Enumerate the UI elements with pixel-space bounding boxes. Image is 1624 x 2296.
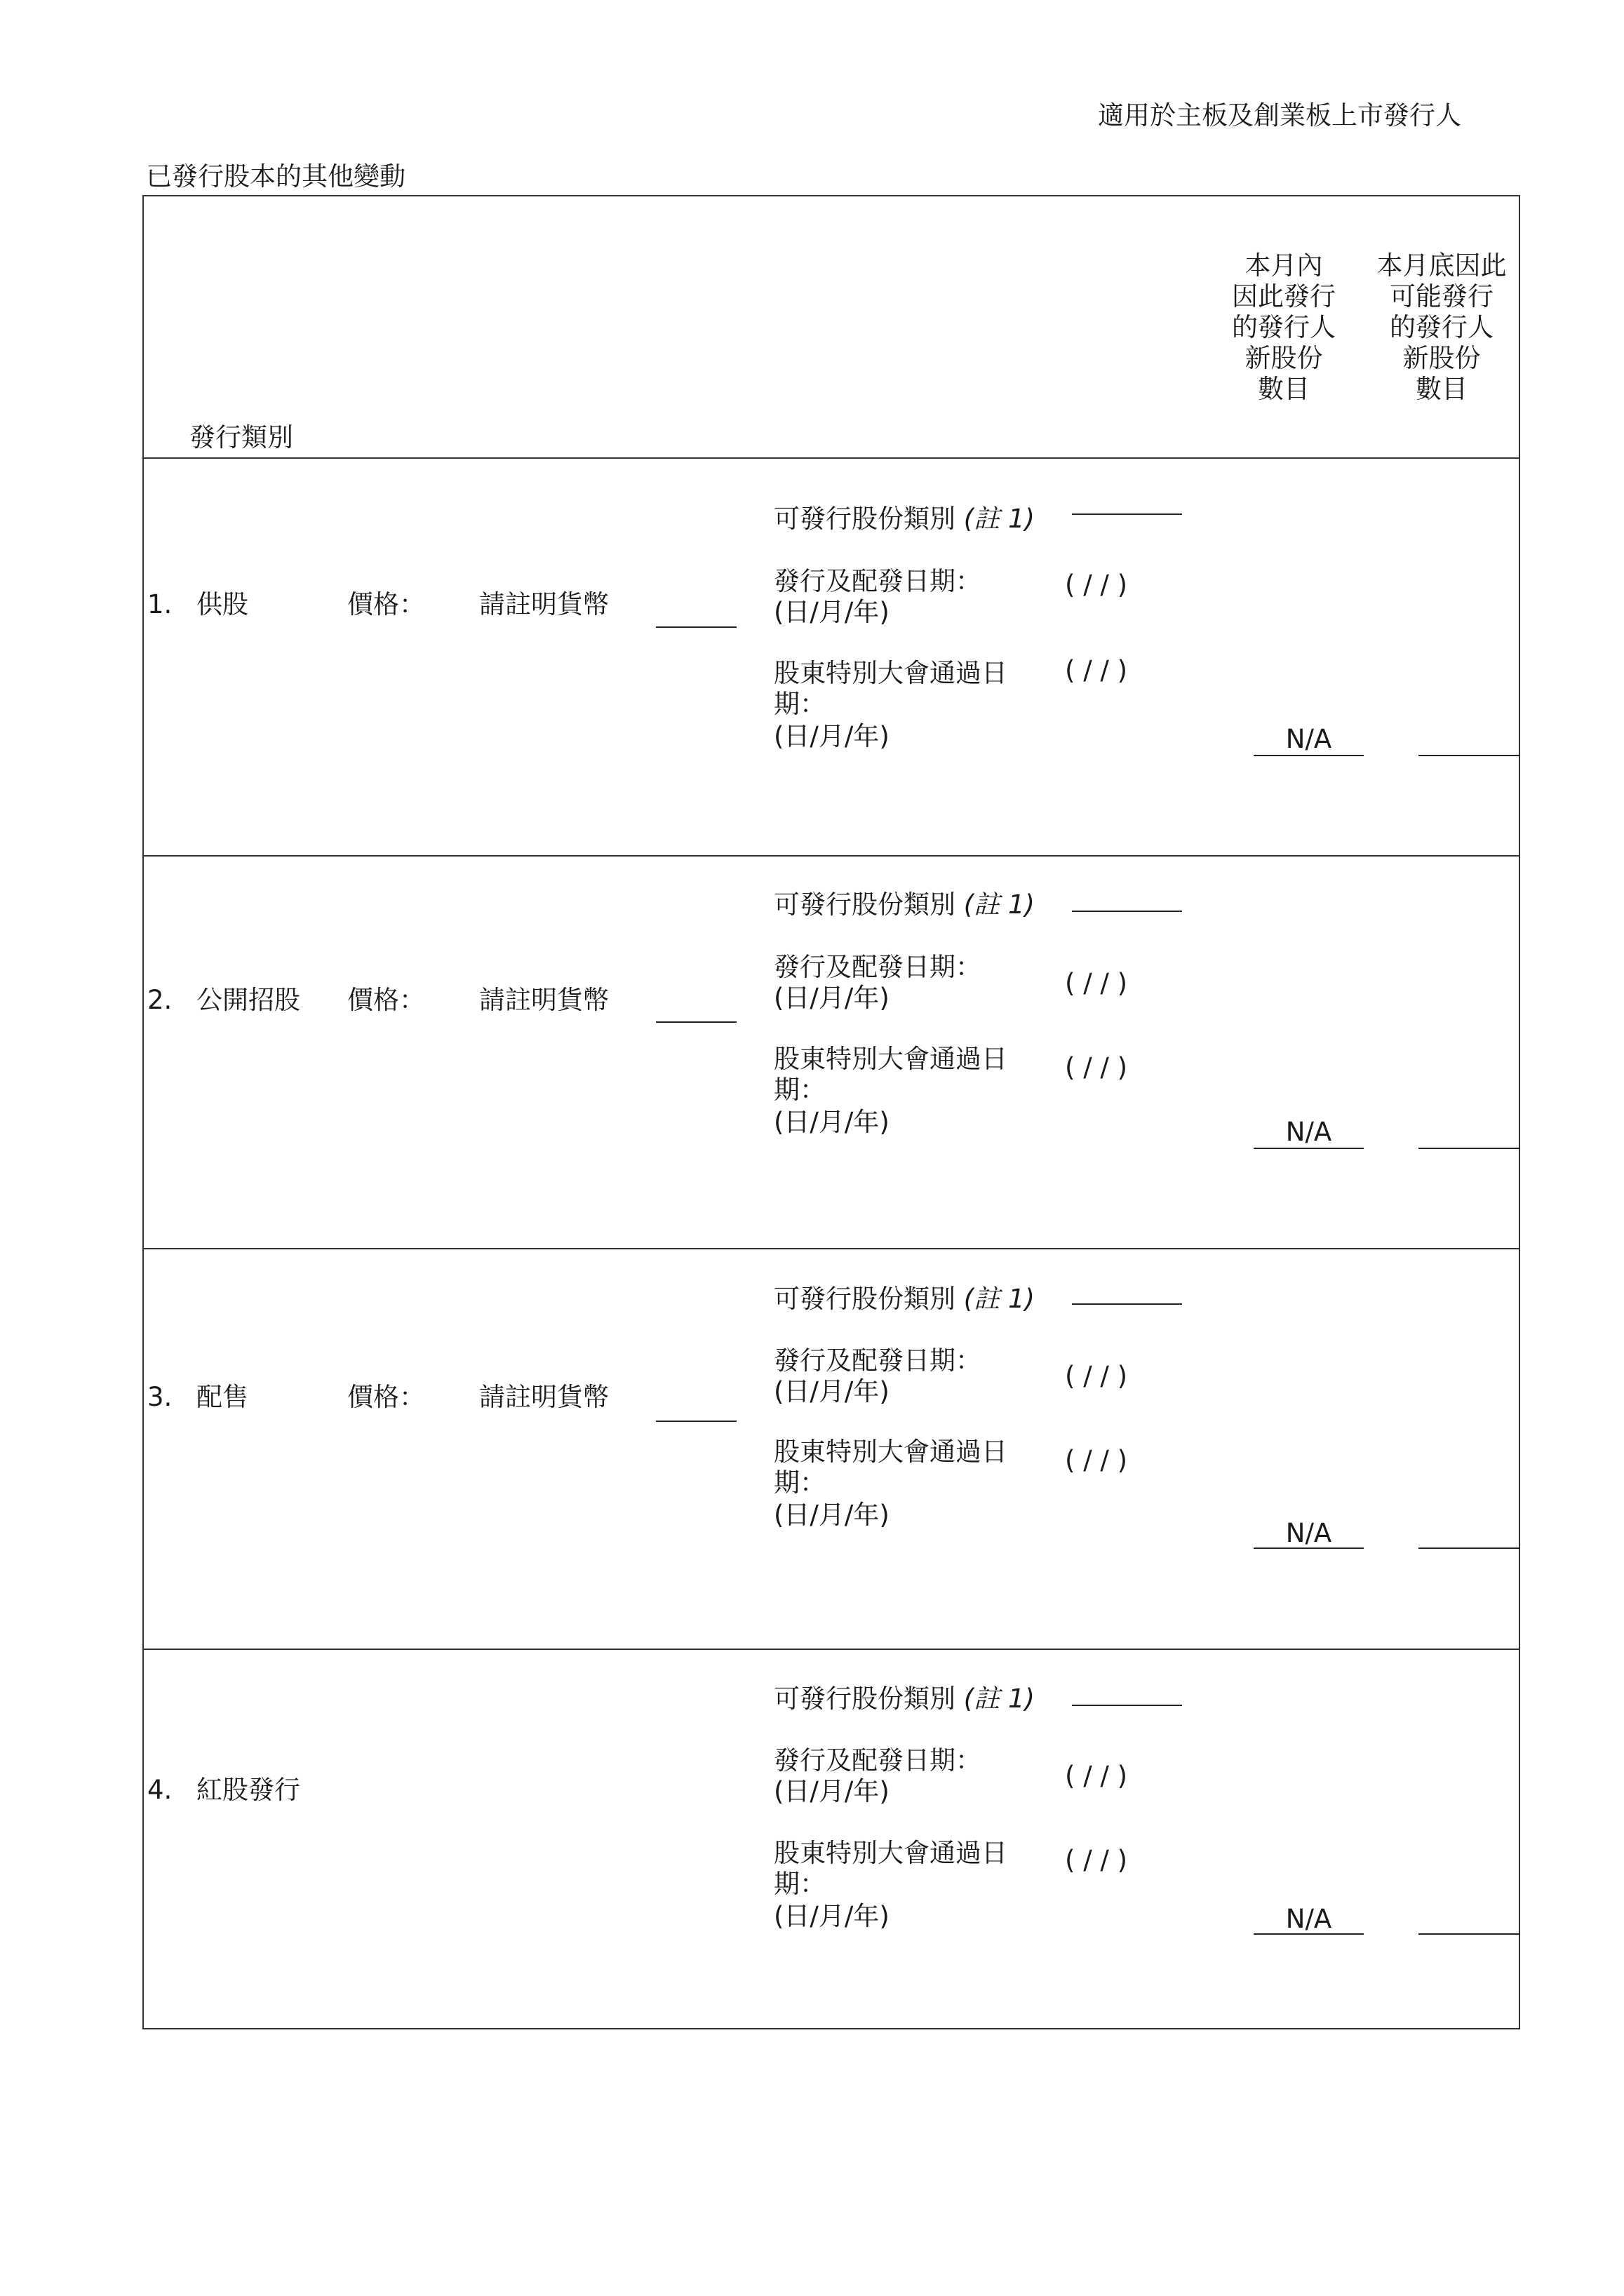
egm-date-label: 股東特別大會通過日 [774,1044,1007,1074]
row-number: 1. [147,589,173,619]
this-month-underline [1254,1548,1364,1549]
issue-date-label: 發行及配發日期： [774,566,981,596]
issue-date-format: (日/月/年) [774,1776,890,1806]
price-input-line[interactable] [656,1421,737,1422]
this-month-value: N/A [1285,724,1332,754]
share-class-label: 可發行股份類別 (註 1) [774,504,1035,534]
egm-date-format: (日/月/年) [774,1107,890,1137]
egm-date-label-cont: 期： [774,689,826,719]
egm-date-label: 股東特別大會通過日 [774,1838,1007,1868]
issue-date-label: 發行及配發日期： [774,1745,981,1775]
this-month-value: N/A [1285,1117,1332,1147]
row-divider [142,457,1520,459]
issue-type-name: 配售 [196,1382,248,1412]
end-month-input-line[interactable] [1418,1933,1520,1935]
price-input-line[interactable] [656,626,737,628]
end-month-input-line[interactable] [1418,1148,1520,1149]
this-month-underline [1254,755,1364,756]
issue-date-format: (日/月/年) [774,597,890,627]
price-label: 價格： [347,1382,425,1412]
this-month-underline [1254,1933,1364,1935]
row-number: 2. [147,985,173,1015]
egm-date-label-cont: 期： [774,1468,826,1498]
issue-date-field[interactable]: ( / / ) [1065,968,1128,998]
this-month-value: N/A [1285,1904,1332,1934]
issue-type-name: 紅股發行 [196,1775,300,1805]
share-class-input-line[interactable] [1072,911,1182,912]
header-this-month: 本月內 因此發行 的發行人 新股份 數目 [1232,250,1336,404]
issue-date-format: (日/月/年) [774,983,890,1013]
issue-date-field[interactable]: ( / / ) [1065,570,1128,600]
share-class-input-line[interactable] [1072,513,1182,515]
egm-date-format: (日/月/年) [774,1901,890,1931]
issue-date-field[interactable]: ( / / ) [1065,1761,1128,1791]
price-label: 價格： [347,985,425,1015]
egm-date-field[interactable]: ( / / ) [1065,655,1128,685]
egm-date-label-cont: 期： [774,1869,826,1899]
issue-date-field[interactable]: ( / / ) [1065,1361,1128,1391]
currency-label: 請註明貨幣 [479,1382,609,1412]
type-of-issue-header: 發行類別 [189,422,293,452]
row-number: 4. [147,1775,173,1805]
row-divider [142,1248,1520,1249]
issue-type-name: 供股 [196,589,248,619]
share-class-label: 可發行股份類別 (註 1) [774,1284,1035,1314]
row-divider [142,1649,1520,1650]
header-end-of-month: 本月底因此 可能發行 的發行人 新股份 數目 [1376,250,1507,404]
share-class-label: 可發行股份類別 (註 1) [774,889,1035,920]
currency-label: 請註明貨幣 [479,985,609,1015]
currency-label: 請註明貨幣 [479,589,609,619]
issue-date-label: 發行及配發日期： [774,952,981,982]
egm-date-field[interactable]: ( / / ) [1065,1052,1128,1082]
egm-date-label: 股東特別大會通過日 [774,658,1007,688]
egm-date-label-cont: 期： [774,1075,826,1105]
share-class-label: 可發行股份類別 (註 1) [774,1684,1035,1714]
row-number: 3. [147,1382,173,1412]
this-month-underline [1254,1148,1364,1149]
price-input-line[interactable] [656,1021,737,1023]
issue-date-format: (日/月/年) [774,1376,890,1407]
end-month-input-line[interactable] [1418,1548,1520,1549]
issue-date-label: 發行及配發日期： [774,1345,981,1376]
section-title: 已發行股本的其他變動 [146,161,405,192]
issue-type-name: 公開招股 [196,985,300,1015]
this-month-value: N/A [1285,1518,1332,1548]
end-month-input-line[interactable] [1418,755,1520,756]
price-label: 價格： [347,589,425,619]
share-class-input-line[interactable] [1072,1303,1182,1305]
egm-date-format: (日/月/年) [774,1500,890,1530]
egm-date-field[interactable]: ( / / ) [1065,1445,1128,1475]
egm-date-label: 股東特別大會通過日 [774,1437,1007,1467]
applicability-label: 適用於主板及創業板上市發行人 [1098,100,1461,130]
egm-date-field[interactable]: ( / / ) [1065,1845,1128,1875]
share-class-input-line[interactable] [1072,1705,1182,1706]
egm-date-format: (日/月/年) [774,721,890,751]
row-divider [142,855,1520,857]
